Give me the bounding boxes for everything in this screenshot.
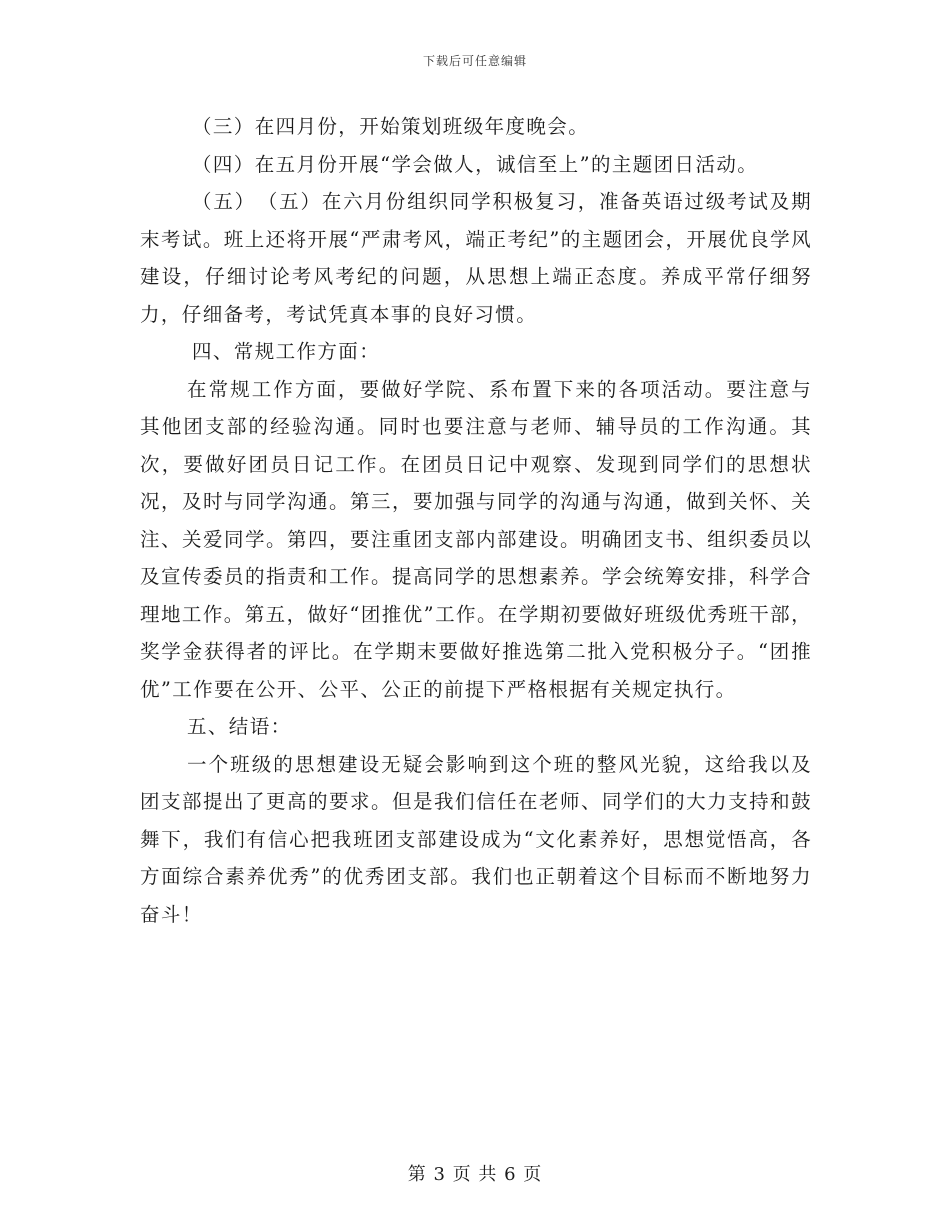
document-body <box>140 108 812 933</box>
section-heading-conclusion: 五、结语： <box>187 715 292 738</box>
paragraph-item-5: （五） （五）在六月份组织同学积极复习，准备英语过级考试及期末考试。班上还将开展“严肃考风，端正考纪”的主题团会，开展优良学风建设，仔细讨论考风考纪的问题，从思想上端正态度。养成平常仔细努力，仔细备考，考试凭真本事的良好习惯。 <box>140 190 812 326</box>
paragraph-routine-work: 在常规工作方面，要做好学院、系布置下来的各项活动。要注意与其他团支部的经验沟通。同时也要注意与老师、辅导员的工作沟通。其次，要做好团员日记工作。在团员日记中观察、发现到同学们的思想状况，及时与同学沟通。第三，要加强与同学的沟通与沟通，做到关怀、关注、关爱同学。第四，要注重团支部内部建设。明确团支书、组织委员以及宣传委员的指责和工作。提高同学的思想素养。学会统筹安排，科学合理地工作。第五，做好“团推优”工作。在学期初要做好班级优秀班干部，奖学金获得者的评比。在学期末要做好推选第二批入党积极分子。“团推优”工作要在公开、公平、公正的前提下严格根据有关规定执行。 <box>140 377 812 701</box>
section-heading-routine-work: 四、常规工作方面： <box>192 340 381 363</box>
paragraph-conclusion: 一个班级的思想建设无疑会影响到这个班的整风光貌，这给我以及团支部提出了更高的要求。但是我们信任在老师、同学们的大力支持和鼓舞下，我们有信心把我班团支部建设成为“文化素养好，思想觉悟高，各方面综合素养优秀”的优秀团支部。我们也正朝着这个目标而不断地努力奋斗！ <box>140 752 812 926</box>
paragraph-item-3: （三）在四月份，开始策划班级年度晚会。 <box>192 115 590 138</box>
page-number-footer: 第 3 页 共 6 页 <box>407 1164 543 1185</box>
header-note: 下载后可任意编辑 <box>422 54 527 68</box>
paragraph-item-4: （四）在五月份开展“学会做人，诚信至上”的主题团日活动。 <box>192 152 759 176</box>
